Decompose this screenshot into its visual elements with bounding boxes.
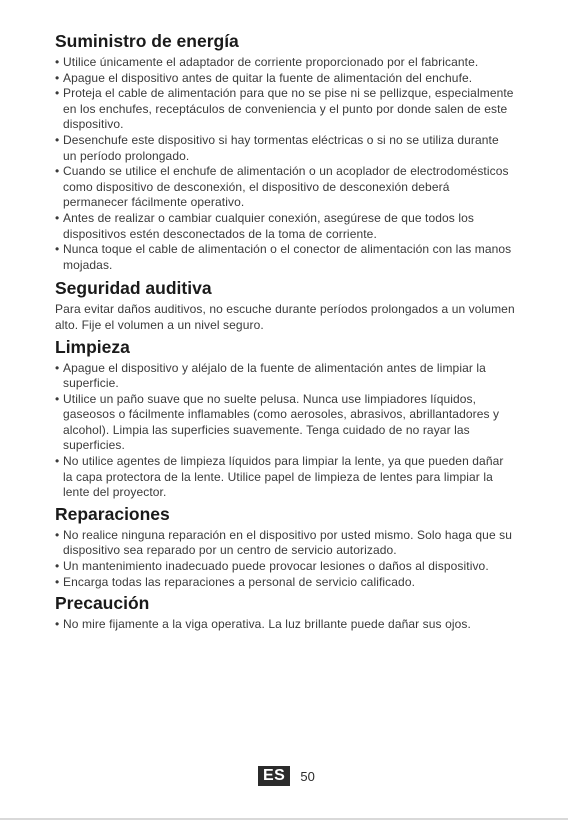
list-item-text: Un mantenimiento inadecuado puede provocar lesiones o daños al dispositivo. (63, 559, 489, 574)
bullet: • (55, 132, 60, 147)
bullet: • (55, 617, 60, 632)
list-item (55, 242, 515, 273)
language-badge: ES (258, 766, 290, 786)
list-item (55, 454, 515, 501)
section-title-caution: Precaución (55, 593, 150, 614)
page-footer (258, 766, 315, 786)
list-item-text: No realice ninguna reparación en el dispositivo por usted mismo. Solo haga que su dispositivo sea reparado por un centro de servicio autorizado. (63, 527, 513, 558)
list-item (55, 392, 515, 454)
list-item (55, 211, 515, 242)
list-item-text: Utilice únicamente el adaptador de corriente proporcionado por el fabricante. (63, 55, 479, 69)
manual-page (55, 30, 515, 633)
section-hearing-safety (55, 277, 515, 333)
list-item-text: Cuando se utilice el enchufe de alimentación o un acoplador de electrodomésticos como dispositivo de desconexión, el dispositivo de desconexión deberá permanecer fácilmente operativo. (63, 164, 509, 210)
list-item (55, 617, 515, 633)
list-item-text: Nunca toque el cable de alimentación o el conector de alimentación con las manos mojadas. (63, 242, 512, 272)
list-item (55, 559, 515, 575)
bullet: • (55, 70, 60, 85)
list-item (55, 71, 515, 87)
list-item (55, 55, 515, 71)
list-item-text: Antes de realizar o cambiar cualquier conexión, asegúrese de que todos los dispositivos estén desconectados de la toma de corriente. (63, 210, 474, 241)
hearing-safety-text: Para evitar daños auditivos, no escuche durante períodos prolongados a un volumen alto. Fije el volumen a un nivel seguro. (55, 302, 515, 332)
bullet: • (55, 360, 60, 375)
cleaning-list (55, 361, 515, 501)
bullet: • (55, 391, 60, 406)
section-title-power-supply: Suministro de energía (55, 31, 239, 51)
section-cleaning (55, 336, 515, 501)
list-item-text: Utilice un paño suave que no suelte pelusa. Nunca use limpiadores líquidos, gaseosos o fácilmente inflamables (como aerosoles, abrasivos, abrillantadores y alcohol). Limpia las superficies suavemente. Tenga cuidado de no rayar las superficies. (63, 391, 500, 453)
bullet: • (55, 454, 60, 469)
list-item-text: Encarga todas las reparaciones a personal de servicio calificado. (63, 574, 416, 589)
list-item-text: No utilice agentes de limpieza líquidos para limpiar la lente, ya que pueden dañar la capa protectora de la lente. Utilice papel de limpieza de lentes para limpiar la lente del proyector. (63, 454, 504, 500)
bullet: • (55, 242, 60, 257)
list-item-text: Desenchufe este dispositivo si hay tormentas eléctricas o si no se utiliza durante un período prolongado. (63, 132, 499, 163)
list-item (55, 361, 515, 392)
section-power-supply (55, 30, 515, 273)
bullet: • (55, 559, 60, 574)
list-item (55, 575, 515, 591)
section-caution (55, 592, 515, 633)
list-item (55, 86, 515, 133)
section-title-hearing-safety: Seguridad auditiva (55, 278, 212, 299)
list-item (55, 133, 515, 164)
bullet: • (55, 55, 60, 69)
bullet: • (55, 86, 60, 101)
list-item-text: Apague el dispositivo y aléjalo de la fuente de alimentación antes de limpiar la superficie. (63, 360, 486, 391)
section-title-repairs: Reparaciones (55, 503, 170, 524)
list-item (55, 528, 515, 559)
bullet: • (55, 527, 60, 542)
list-item (55, 164, 515, 211)
power-supply-list (55, 55, 515, 273)
list-item-text: No mire fijamente a la viga operativa. La luz brillante puede dañar sus ojos. (63, 617, 471, 632)
section-repairs (55, 503, 515, 590)
bullet: • (55, 574, 60, 589)
page-number: 50 (300, 768, 315, 784)
section-title-cleaning: Limpieza (55, 336, 130, 357)
caution-list (55, 617, 515, 633)
list-item-text: Apague el dispositivo antes de quitar la fuente de alimentación del enchufe. (63, 70, 473, 85)
repairs-list (55, 528, 515, 590)
list-item-text: Proteja el cable de alimentación para que no se pise ni se pellizque, especialmente en los enchufes, receptáculos de conveniencia y el punto por donde salen de este dispositivo. (63, 86, 514, 132)
bullet: • (55, 164, 60, 179)
bullet: • (55, 210, 60, 225)
